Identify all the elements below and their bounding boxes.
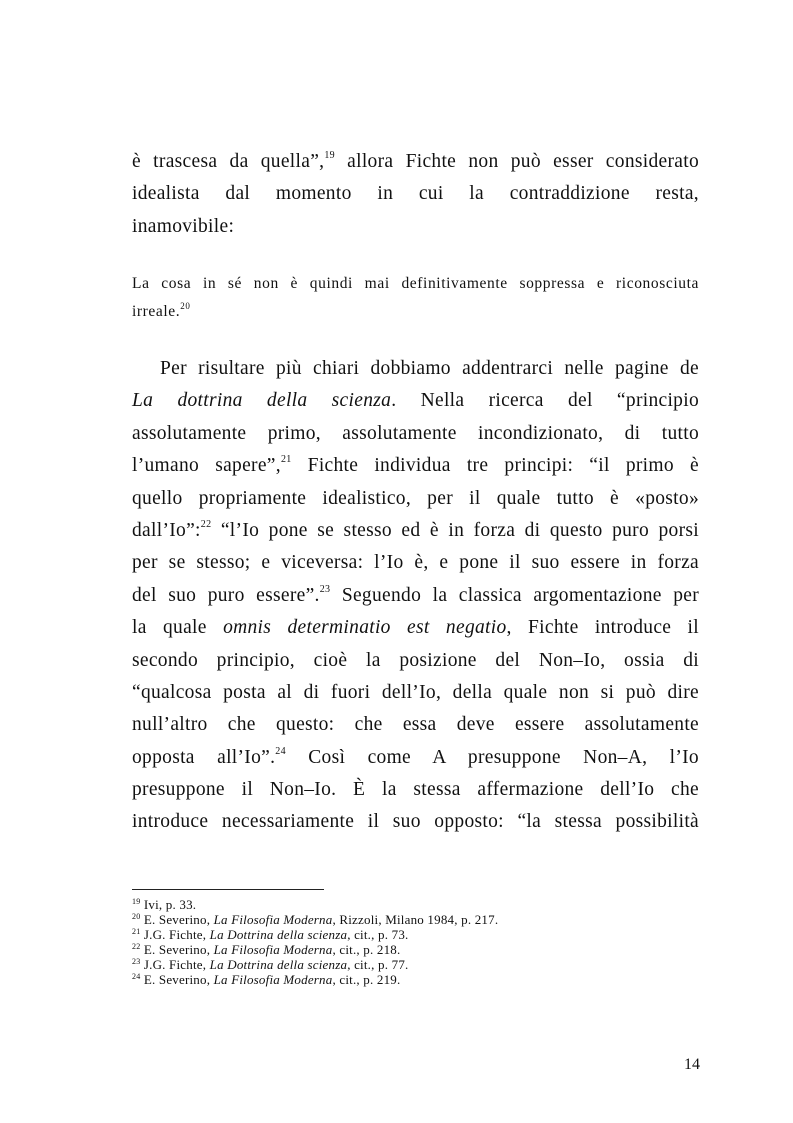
footnote-ref[interactable]: 19 <box>324 150 335 161</box>
text-line: l’umano sapere”,$^{21}$ Fichte individua tre principi: “il primo è <box>132 454 699 477</box>
text-line: null’altro che questo: che essa deve essere assolutamente <box>132 714 699 736</box>
text-line: del suo puro essere”.$^{23}$ Seguendo la classica argomentazione per <box>132 583 699 606</box>
quote-line: irreale.$^{20}$ <box>132 301 191 320</box>
footnote: $^{24}$ E. Severino, La Filosofia Moderna, cit., p. 219. <box>132 972 401 987</box>
text-line: inamovibile: <box>132 215 235 237</box>
text-line: dall’Io”:$^{22}$ “l’Io pone se stesso ed è in forza di questo puro porsi <box>132 518 699 541</box>
page-number: 14 <box>684 1056 700 1073</box>
text-line: per se stesso; e viceversa: l’Io è, e pone il suo essere in forza <box>132 552 699 574</box>
text-line: è trascesa da quella”,$^{19}$ allora Fichte non può esser considerato <box>132 150 699 172</box>
text-line: Per risultare più chiari dobbiamo addentrarci nelle pagine de <box>160 358 699 379</box>
text-line: opposta all’Io”.$^{24}$ Così come A presuppone Non–A, l’Io <box>132 745 699 768</box>
footnote: $^{20}$ E. Severino, La Filosofia Moderna, Rizzoli, Milano 1984, p. 217. <box>132 912 499 927</box>
footnote-ref[interactable]: 22 <box>200 518 212 530</box>
latin-phrase: omnis determinatio est negatio <box>223 617 507 639</box>
paragraph-main <box>132 353 699 839</box>
text-line: La dottrina della scienza. Nella ricerca del “principio <box>132 390 699 412</box>
text-line: secondo principio, cioè la posizione del Non–Io, ossia di <box>132 649 699 671</box>
footnote-ref[interactable]: 21 <box>280 454 292 466</box>
text-line: presuppone il Non–Io. È la stessa affermazione dell’Io che <box>132 779 699 801</box>
footnote: $^{21}$ J.G. Fichte, La Dottrina della scienza, cit., p. 73. <box>132 927 409 942</box>
text-line: la quale omnis determinatio est negatio, Fichte introduce il <box>132 617 699 639</box>
text-line: introduce necessariamente il suo opposto: “la stessa possibilità <box>132 811 699 833</box>
footnote-ref[interactable]: 23 <box>319 583 331 595</box>
text-line: idealista dal momento in cui la contraddizione resta, <box>132 183 699 205</box>
quote-line: La cosa in sé non è quindi mai definitivamente soppressa e riconosciuta <box>132 275 699 292</box>
footnotes <box>132 897 692 987</box>
paragraph-top <box>132 146 699 243</box>
footnote: $^{23}$ J.G. Fichte, La Dottrina della scienza, cit., p. 77. <box>132 957 409 972</box>
footnote-ref[interactable]: 24 <box>275 745 286 757</box>
text-line: “qualcosa posta al di fuori dell’Io, della quale non si può dire <box>132 681 699 703</box>
book-title: La dottrina della scienza <box>132 390 392 412</box>
block-quote <box>132 270 699 326</box>
footnote-separator <box>132 889 324 890</box>
text-line: quello propriamente idealistico, per il quale tutto è «posto» <box>132 487 699 509</box>
text-line: assolutamente primo, assolutamente incondizionato, di tutto <box>132 422 699 444</box>
footnote-ref[interactable]: 20 <box>180 301 191 311</box>
footnote: $^{22}$ E. Severino, La Filosofia Moderna, cit., p. 218. <box>132 942 401 957</box>
footnote: $^{19}$ Ivi, p. 33. <box>132 897 197 912</box>
